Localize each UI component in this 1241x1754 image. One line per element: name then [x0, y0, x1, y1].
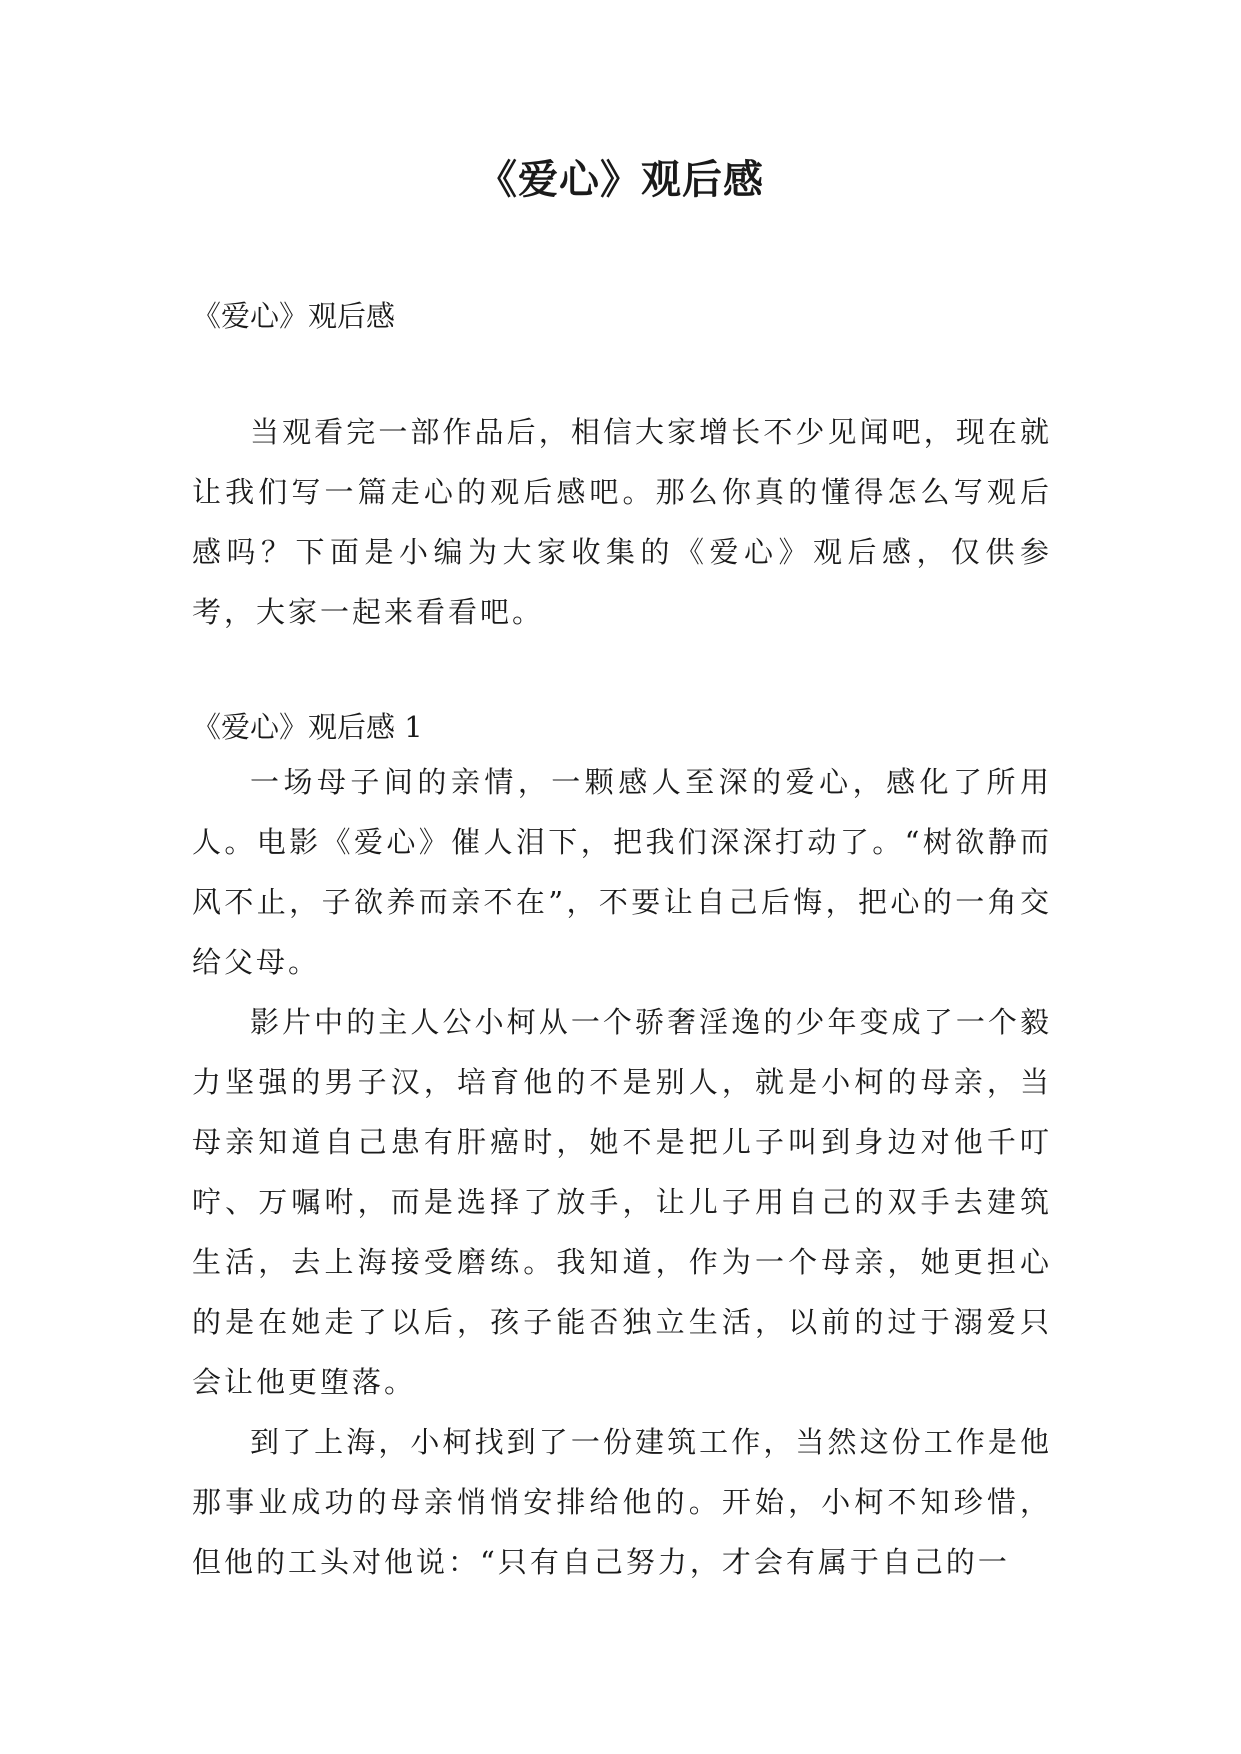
section-heading: 《爱心》观后感 1	[192, 710, 423, 744]
body-paragraph-3: 到了上海，小柯找到了一份建筑工作，当然这份工作是他那事业成功的母亲悄悄安排给他的。开始，小柯不知珍惜，但他的工头对他说：“只有自己努力，才会有属于自己的一	[192, 1425, 1052, 1579]
body-paragraph-1: 一场母子间的亲情，一颗感人至深的爱心，感化了所用人。电影《爱心》催人泪下，把我们深深打动了。“树欲静而风不止，子欲养而亲不在”，不要让自己后悔，把心的一角交给父母。	[192, 765, 1052, 979]
intro-block	[192, 402, 1052, 642]
intro-paragraph: 当观看完一部作品后，相信大家增长不少见闻吧，现在就让我们写一篇走心的观后感吧。那么你真的懂得怎么写观后感吗？下面是小编为大家收集的《爱心》观后感，仅供参考，大家一起来看看吧。	[192, 415, 1052, 629]
document-subtitle: 《爱心》观后感	[192, 299, 396, 333]
document-title: 《爱心》观后感	[477, 157, 764, 203]
body-paragraph-2: 影片中的主人公小柯从一个骄奢淫逸的少年变成了一个毅力坚强的男子汉，培育他的不是别人，就是小柯的母亲，当母亲知道自己患有肝癌时，她不是把儿子叫到身边对他千叮咛、万嘱咐，而是选择了放手，让儿子用自己的双手去建筑生活，去上海接受磨练。我知道，作为一个母亲，她更担心的是在她走了以后，孩子能否独立生活，以前的过于溺爱只会让他更堕落。	[192, 1005, 1052, 1399]
main-body	[192, 752, 1052, 1592]
